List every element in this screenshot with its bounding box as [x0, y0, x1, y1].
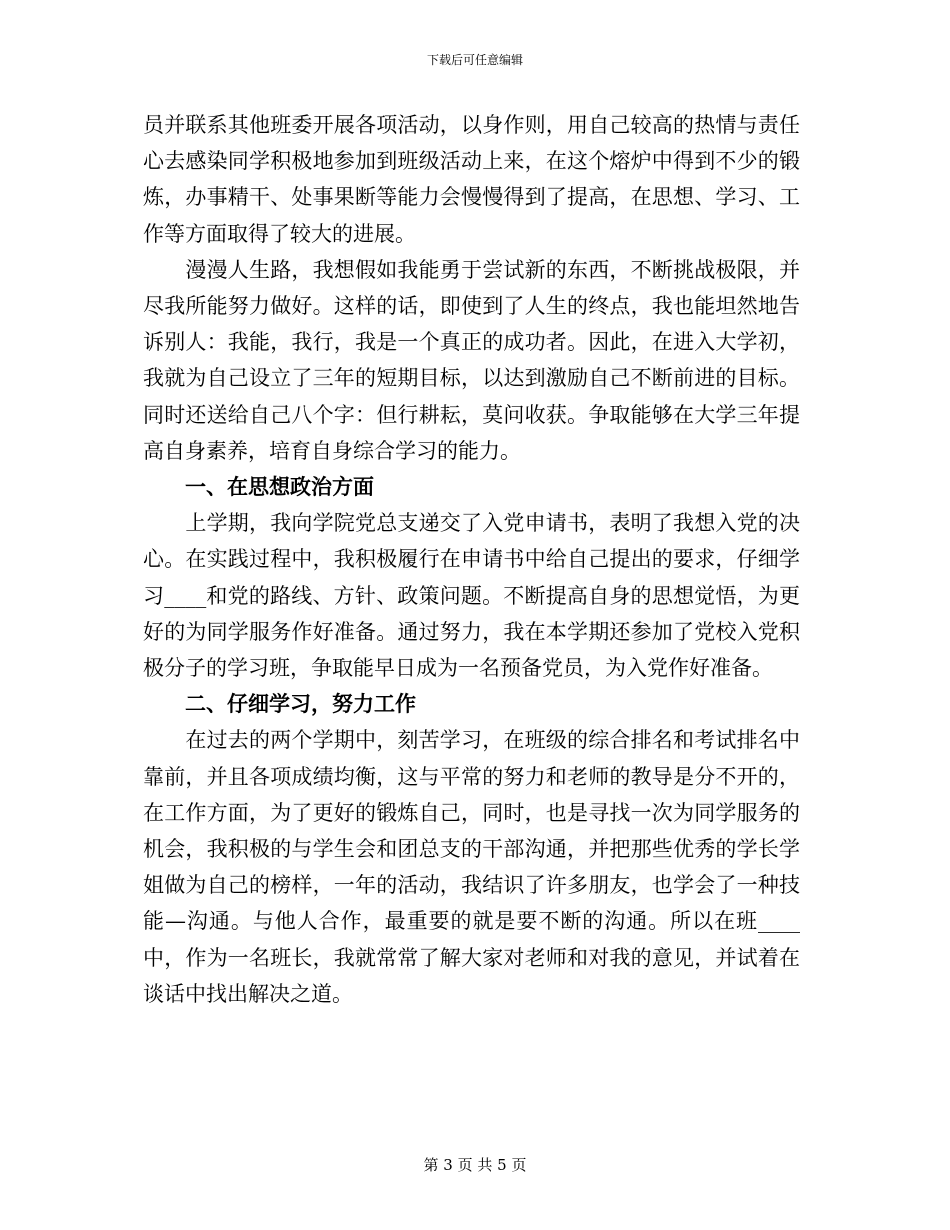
paragraph-life-goals: 漫漫人生路，我想假如我能勇于尝试新的东西，不断挑战极限，并尽我所能努力做好。这样的话，即使到了人生的终点，我也能坦然地告诉别人：我能，我行，我是一个真正的成功者。因此，在进入大学初，我就为自己设立了三年的短期目标，以达到激励自己不断前进的目标。同时还送给自己八个字：但行耕耘，莫问收获。争取能够在大学三年提高自身素养，培育自身综合学习的能力。 [143, 257, 800, 463]
section-heading-study-work: 二、仔细学习，努力工作 [143, 691, 416, 717]
document-body [143, 107, 800, 1012]
paragraph-study-work: 在过去的两个学期中，刻苦学习，在班级的综合排名和考试排名中靠前，并且各项成绩均衡，这与平常的努力和老师的教导是分不开的，在工作方面，为了更好的锻炼自己，同时，也是寻找一次为同学服务的机会，我积极的与学生会和团总支的干部沟通，并把那些优秀的学长学姐做为自己的榜样，一年的活动，我结识了许多朋友，也学会了一种技能—沟通。与他人合作，最重要的就是要不断的沟通。所以在班____中，作为一名班长，我就常常了解大家对老师和对我的意见，并试着在谈话中找出解决之道。 [143, 728, 800, 1006]
page-header: 下载后可任意编辑 [426, 53, 523, 67]
paragraph-continuation: 员并联系其他班委开展各项活动，以身作则，用自己较高的热情与责任心去感染同学积极地参加到班级活动上来，在这个熔炉中得到不少的锻炼，办事精干、处事果断等能力会慢慢得到了提高，在思想、学习、工作等方面取得了较大的进展。 [143, 113, 800, 246]
paragraph-party-application: 上学期，我向学院党总支递交了入党申请书，表明了我想入党的决心。在实践过程中，我积极履行在申请书中给自己提出的要求，仔细学习____和党的路线、方针、政策问题。不断提高自身的思想觉悟，为更好的为同学服务作好准备。通过努力，我在本学期还参加了党校入党积极分子的学习班，争取能早日成为一名预备党员，为入党作好准备。 [143, 511, 800, 681]
section-heading-political-thought: 一、在思想政治方面 [143, 474, 374, 500]
page-number: 第 3 页 共 5 页 [423, 1156, 527, 1174]
